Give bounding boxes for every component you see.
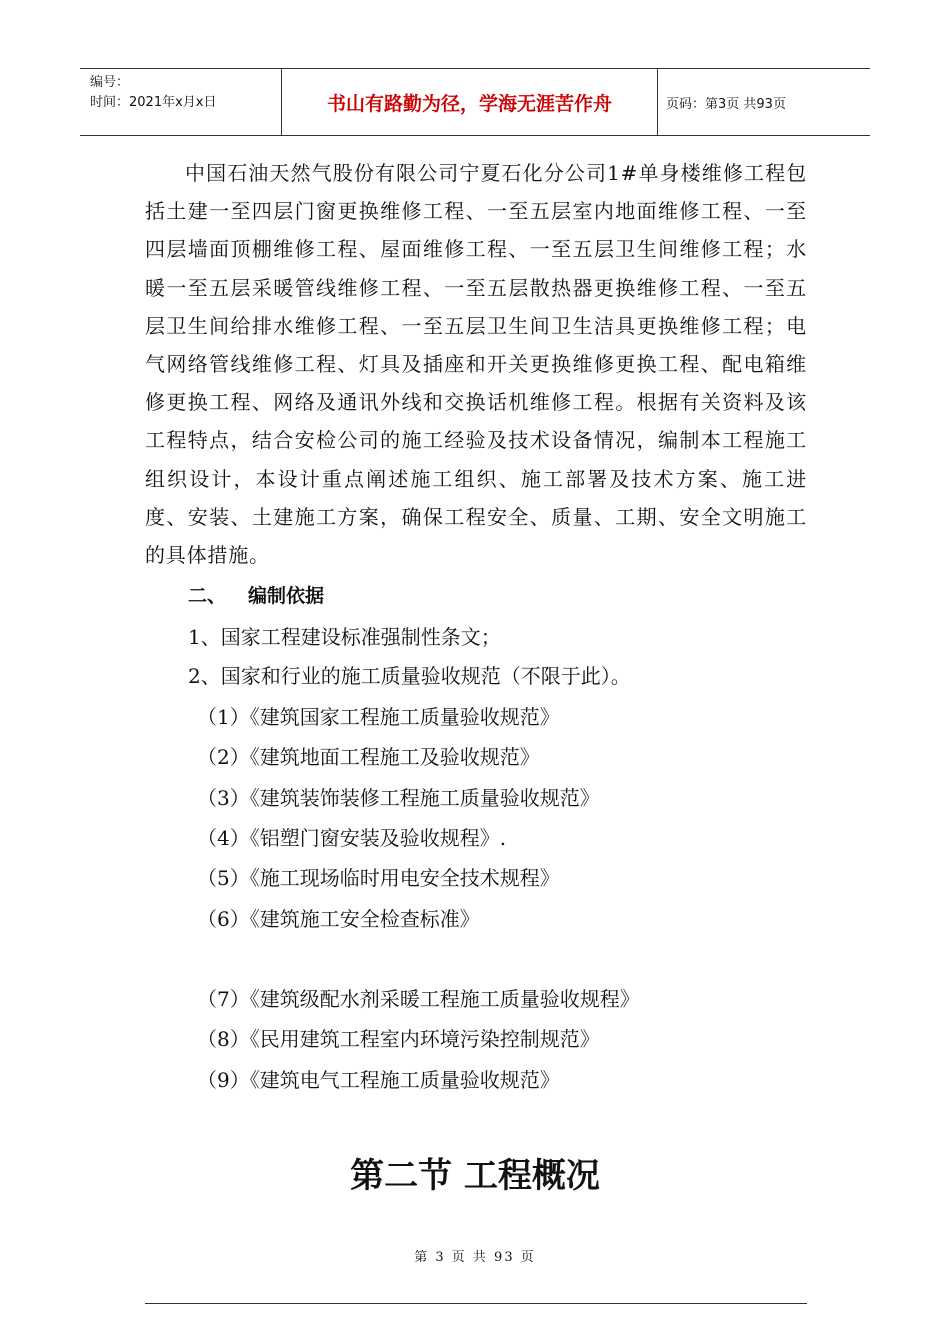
standard-item: （8）《民用建筑工程室内环境污染控制规范》: [197, 1027, 600, 1051]
section-title: 编制依据: [248, 585, 325, 607]
standard-item: （3）《建筑装饰装修工程施工质量验收规范》: [197, 786, 600, 810]
header-page-info: 页码：第3页 共93页: [666, 96, 786, 112]
section-heading: [188, 581, 324, 608]
section-number: 二、: [188, 585, 227, 607]
doc-time-label: 时间：2021年x月x日: [90, 95, 217, 110]
standard-item: （6）《建筑施工安全检查标准》: [197, 907, 480, 931]
basis-item: 1、国家工程建设标准强制性条文；: [188, 625, 501, 649]
chapter-heading: 第二节 工程概况: [350, 1156, 600, 1196]
intro-paragraph: 中国石油天然气股份有限公司宁夏石化分公司1#单身楼维修工程包括土建一至四层门窗更换维修工程、一至五层室内地面维修工程、一至四层墙面顶棚维修工程、屋面维修工程、一至五层卫生间维修工程；水暖一至五层采暖管线维修工程、一至五层散热器更换维修工程、一至五层卫生间给排水维修工程、一至五层卫生间卫生洁具更换维修工程；电气网络管线维修工程、灯具及插座和开关更换维修更换工程、配电箱维修更换工程、网络及通讯外线和交换话机维修工程。根据有关资料及该工程特点，结合安检公司的施工经验及技术设备情况，编制本工程施工组织设计，本设计重点阐述施工组织、施工部署及技术方案、施工进度、安装、土建施工方案，确保工程安全、质量、工期、安全文明施工的具体措施。: [145, 161, 807, 568]
standard-item: （9）《建筑电气工程施工质量验收规范》: [197, 1068, 560, 1092]
basis-item: 2、国家和行业的施工质量验收规范（不限于此）。: [188, 664, 631, 688]
standard-item: （1）《建筑国家工程施工质量验收规范》: [197, 705, 560, 729]
standard-item: （7）《建筑级配水剂采暖工程施工质量验收规程》: [197, 987, 640, 1011]
page-footer: 第 3 页 共 93 页: [414, 1250, 536, 1265]
header-motto: 书山有路勤为径，学海无涯苦作舟: [282, 69, 658, 135]
standard-item: （5）《施工现场临时用电安全技术规程》: [197, 866, 560, 890]
footer-divider: [145, 1303, 807, 1304]
standard-item: （4）《铝塑门窗安装及验收规程》.: [197, 826, 507, 850]
standard-item: （2）《建筑地面工程施工及验收规范》: [197, 745, 540, 769]
doc-number-label: 编号：: [90, 75, 130, 90]
page-header: [80, 68, 870, 136]
header-meta-cell: [80, 69, 282, 135]
